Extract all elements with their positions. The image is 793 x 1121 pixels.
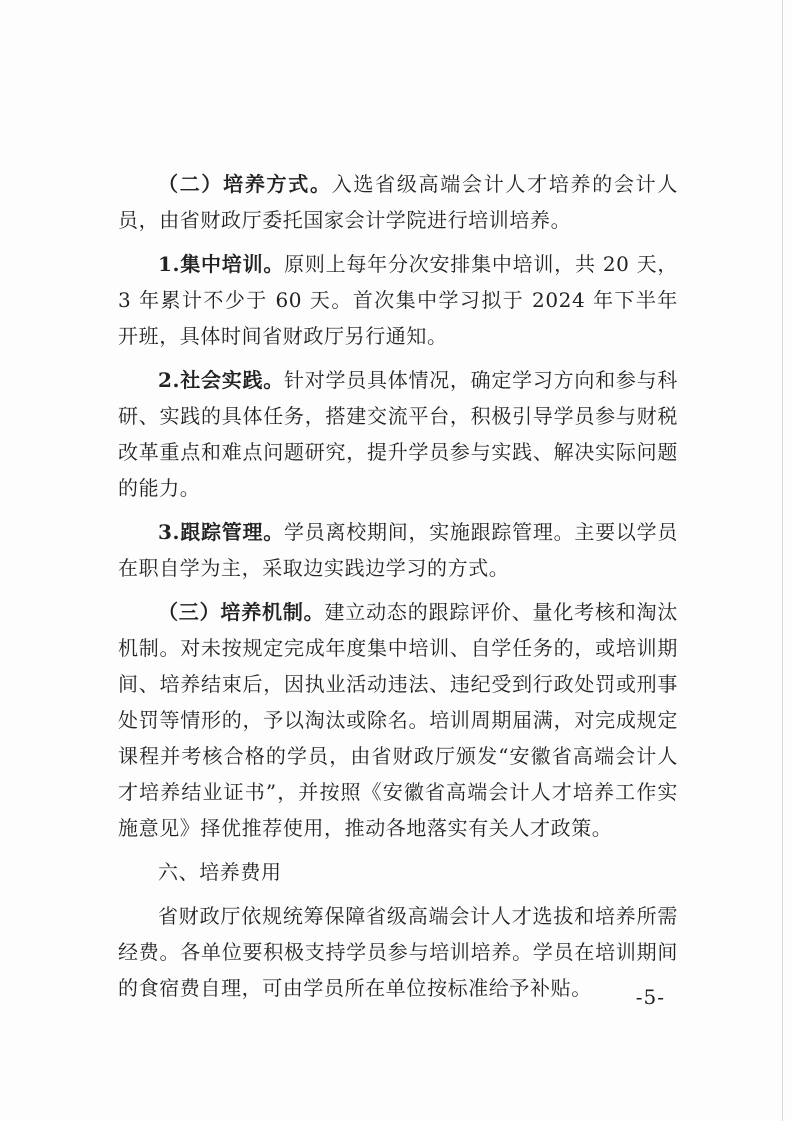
text-centralized-training: 原则上每年分次安排集中培训，共 20 天，3 年累计不少于 60 天。首次集中学习拟于 2024 年下半年开班，具体时间省财政厅另行通知。 xyxy=(118,252,678,348)
paragraph-centralized-training xyxy=(118,246,678,354)
section-title-training-costs: 六、培养费用 xyxy=(158,860,282,884)
heading-tracking-management: 3.跟踪管理。 xyxy=(158,520,284,544)
paragraph-social-practice xyxy=(118,362,678,506)
document-body xyxy=(118,166,678,1014)
paragraph-tracking-management xyxy=(118,514,678,586)
heading-centralized-training: 1.集中培训。 xyxy=(158,252,285,276)
heading-social-practice: 2.社会实践。 xyxy=(158,368,284,392)
text-tracking-management: 学员离校期间，实施跟踪管理。主要以学员在职自学为主，采取边实践边学习的方式。 xyxy=(118,520,678,580)
paragraph-training-method xyxy=(118,166,678,238)
text-social-practice: 针对学员具体情况，确定学习方向和参与科研、实践的具体任务，搭建交流平台，积极引导学员参与财税改革重点和难点问题研究，提升学员参与实践、解决实际问题的能力。 xyxy=(118,368,678,500)
heading-training-method: （二）培养方式。 xyxy=(158,172,332,196)
heading-training-mechanism: （三）培养机制。 xyxy=(158,600,325,624)
paragraph-training-mechanism xyxy=(118,594,678,846)
text-training-mechanism: 建立动态的跟踪评价、量化考核和淘汰机制。对未按规定完成年度集中培训、自学任务的，或培训期间、培养结束后，因执业活动违法、违纪受到行政处罚或刑事处罚等情形的，予以淘汰或除名。培训周期届满，对完成规定课程并考核合格的学员，由省财政厅颁发“安徽省高端会计人才培养结业证书”，并按照《安徽省高端会计人才培养工作实施意见》择优推荐使用，推动各地落实有关人才政策。 xyxy=(118,600,678,840)
paragraph-training-costs: 省财政厅依规统筹保障省级高端会计人才选拔和培养所需经费。各单位要积极支持学员参与培训培养。学员在培训期间的食宿费自理，可由学员所在单位按标准给予补贴。 xyxy=(118,904,678,1000)
page-number: -5- xyxy=(635,985,665,1009)
scan-edge-line xyxy=(782,0,783,1121)
text-training-method: 入选省级高端会计人才培养的会计人员，由省财政厅委托国家会计学院进行培训培养。 xyxy=(118,172,678,232)
